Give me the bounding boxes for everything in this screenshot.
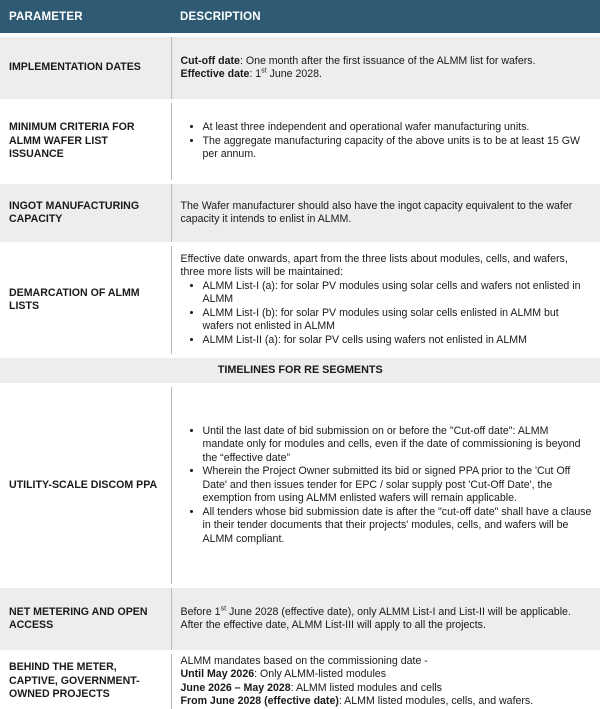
row-demarcation	[0, 246, 600, 354]
desc-minimum-criteria	[171, 103, 600, 180]
param-net-metering: NET METERING AND OPEN ACCESS	[0, 588, 171, 650]
table-header	[0, 0, 600, 33]
list-item: • ALMM List-II (a): for solar PV cells using wafers not enlisted in ALMM	[203, 334, 593, 348]
effective-pre: : 1	[249, 68, 262, 80]
header-parameter: PARAMETER	[0, 0, 171, 33]
list-item: • ALMM List-I (b): for solar PV modules using solar cells enlisted in ALMM but wafers not enlisted in ALMM	[203, 307, 593, 334]
netmetering-sup: st	[220, 604, 227, 612]
effective-sup: st	[261, 67, 267, 75]
param-ingot-capacity: INGOT MANUFACTURING CAPACITY	[0, 184, 171, 242]
param-behind-the-meter: BEHIND THE METER, CAPTIVE, GOVERNMENT-OWNED PROJECTS	[0, 654, 171, 709]
cutoff-text: : One month after the first issuance of the ALMM list for wafers.	[239, 54, 536, 67]
desc-ingot-capacity: The Wafer manufacturer should also have the ingot capacity equivalent to the wafer capacity it intends to enlist in ALMM.	[171, 184, 600, 242]
param-utility-scale: UTILITY-SCALE DISCOM PPA	[0, 387, 171, 584]
behind-line3-label: From June 2028 (effective date)	[180, 695, 339, 707]
param-minimum-criteria: MINIMUM CRITERIA FOR ALMM WAFER LIST ISSUANCE	[0, 103, 171, 180]
row-behind-the-meter	[0, 654, 600, 709]
desc-behind-the-meter	[171, 654, 600, 709]
list-item: • Wherein the Project Owner submitted its bid or signed PPA prior to the 'Cut Off Date' and then issues tender for EPC / solar supply post 'Cut-Off Date', the exemption from using ALMM enlisted wafers will remain applicable.	[203, 465, 593, 506]
netmetering-pre: Before 1	[180, 605, 221, 618]
header-description: DESCRIPTION	[171, 0, 600, 33]
behind-line1-text: : Only ALMM-listed modules	[254, 668, 386, 680]
desc-demarcation	[171, 246, 600, 354]
effective-post: June 2028.	[266, 68, 322, 80]
netmetering-post: June 2028 (effective date), only ALMM List-I and List-II will be applicable. After the effective date, ALMM List-III will apply to all the projects.	[180, 605, 571, 631]
list-item: • Until the last date of bid submission on or before the "Cut-off date": ALMM mandate only for modules and cells, even if the date of commissioning is beyond the “effective date”	[203, 425, 593, 466]
desc-utility-scale	[171, 387, 600, 584]
row-ingot-capacity	[0, 184, 600, 242]
cutoff-label: Cut-off date	[180, 54, 240, 67]
list-item: • The aggregate manufacturing capacity of the above units is to be at least 15 GW per annum.	[203, 135, 593, 162]
demarcation-intro: Effective date onwards, apart from the three lists about modules, cells, and wafers, three more lists will be maintained:	[180, 252, 568, 279]
row-utility-scale	[0, 387, 600, 584]
desc-net-metering	[171, 588, 600, 650]
behind-line1-label: Until May 2026	[180, 668, 255, 680]
list-item: • All tenders whose bid submission date is after the "cut-off date" shall have a clause in their tender documents that their projects' modules, cells, and wafers will be ALMM compliant.	[203, 506, 593, 547]
behind-line3-text: : ALMM listed modules, cells, and wafers.	[338, 695, 534, 707]
list-item: • ALMM List-I (a): for solar PV modules using solar cells and wafers not enlisted in ALMM	[203, 280, 593, 307]
row-minimum-criteria	[0, 103, 600, 180]
desc-implementation-dates	[171, 37, 600, 99]
behind-line2-label: June 2026 – May 2028	[180, 681, 291, 694]
row-net-metering	[0, 588, 600, 650]
section-title: TIMELINES FOR RE SEGMENTS	[0, 358, 600, 383]
param-implementation-dates: IMPLEMENTATION DATES	[0, 37, 171, 99]
behind-intro: ALMM mandates based on the commissioning date -	[180, 654, 428, 667]
param-demarcation: DEMARCATION OF ALMM LISTS	[0, 246, 171, 354]
effective-label: Effective date	[180, 68, 250, 80]
list-item: • At least three independent and operational wafer manufacturing units.	[203, 121, 593, 135]
section-timelines	[0, 358, 600, 383]
row-implementation-dates	[0, 37, 600, 99]
behind-line2-text: : ALMM listed modules and cells	[290, 681, 442, 694]
